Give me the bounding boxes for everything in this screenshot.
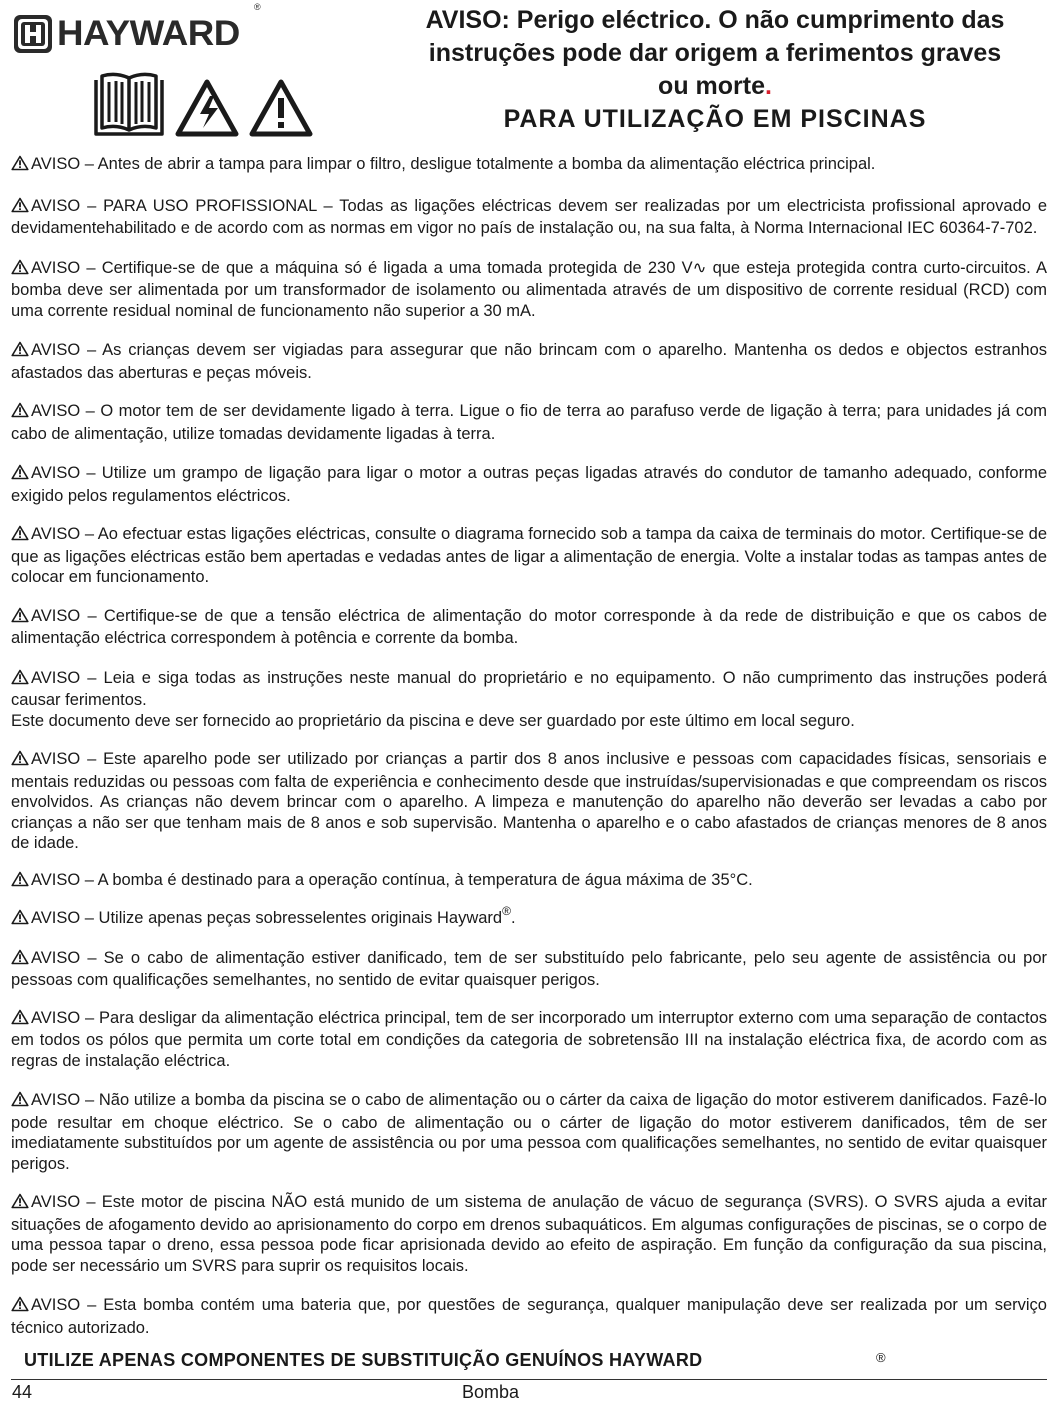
warning-text: AVISO – Utilize apenas peças sobresselentes originais Hayward [31, 909, 503, 927]
warning-text: AVISO – Antes de abrir a tampa para limpar o filtro, desligue totalmente a bomba da alimentação eléctrica principal. [31, 155, 876, 173]
warning-paragraph [11, 948, 1047, 991]
warning-paragraph [11, 1295, 1047, 1338]
warning-paragraph [11, 870, 1047, 893]
title-line-3-text: ou morte [658, 72, 765, 100]
warning-triangle-icon [11, 464, 29, 486]
warning-triangle-icon [11, 1091, 29, 1113]
warning-triangle-icon [11, 525, 29, 547]
warning-triangle-icon [11, 871, 29, 893]
title-line-1: AVISO: Perigo eléctrico. O não cumprimento das [425, 6, 1005, 34]
warning-triangle-icon [11, 909, 29, 931]
warning-text: AVISO – Este aparelho pode ser utilizado por crianças a partir dos 8 anos inclusive e pessoas com capacidades físicas, sensoriais e mentais reduzidas ou pessoas com falta de experiência e conhecimento desde que instruídas/supervisionadas e que compreendam os riscos envolvidos. As crianças não devem brincar com o aparelho. A limpeza e manutenção do aparelho não deverão ser levadas a cabo por crianças a não ser que tenham mais de 8 anos e sob supervisão. Mantenha o aparelho e o cabo afastados de crianças menores de 8 anos de idade. [11, 750, 1047, 852]
electrical-hazard-icon [174, 78, 240, 138]
warning-paragraph [11, 1090, 1047, 1174]
warning-text: AVISO – Esta bomba contém uma bateria que, por questões de segurança, qualquer manipulação deve ser realizada por um serviço técnico autorizado. [11, 1296, 1047, 1337]
brand-registered-mark: ® [254, 2, 261, 12]
warning-triangle-icon [11, 607, 29, 629]
warning-paragraph [11, 258, 1047, 322]
warning-text: AVISO – Se o cabo de alimentação estiver danificado, tem de ser substituído pelo fabricante, pelo seu agente de assistência ou por pessoas com qualificações semelhantes, no sentido de evitar quaisquer perigos. [11, 948, 1047, 989]
warning-paragraph [11, 340, 1047, 383]
warning-tail: . [510, 909, 516, 927]
notice-registered-mark: ® [876, 1350, 886, 1365]
danger-title [395, 4, 1035, 136]
warning-triangle-icon [11, 1296, 29, 1318]
warning-text: AVISO – Leia e siga todas as instruções neste manual do proprietário e no equipamento. O não cumprimento das instruções poderá causar ferimentos. [11, 668, 1047, 709]
hayward-h-badge-icon [13, 14, 53, 54]
title-line-2: instruções pode dar origem a ferimentos graves [428, 39, 1002, 67]
warning-text: Este documento deve ser fornecido ao proprietário da piscina e deve ser guardado por este último em local seguro. [11, 711, 855, 730]
page-label: Bomba [462, 1382, 520, 1402]
warning-paragraph [11, 463, 1047, 506]
registered-mark: ® [502, 904, 511, 918]
warning-paragraph [11, 749, 1047, 854]
warning-paragraph [11, 1192, 1047, 1276]
warning-paragraph [11, 668, 1047, 711]
warning-triangle-icon [11, 949, 29, 971]
warning-paragraph [11, 904, 1047, 931]
warning-paragraph [11, 196, 1047, 239]
warning-text: AVISO – Para desligar da alimentação eléctrica principal, tem de ser incorporado um interruptor externo com uma separação de contactos em todos os pólos que permita um corte total em condições da categoria de sobretensão III na instalação eléctrica fixa, de acordo com as regras de instalação eléctrica. [11, 1008, 1047, 1070]
warning-triangle-icon [11, 155, 29, 177]
title-red-period: . [765, 72, 772, 100]
brand-name: HAYWARD [57, 14, 240, 53]
warning-text: AVISO – As crianças devem ser vigiadas para assegurar que não brincam com o aparelho. Mantenha os dedos e objectos estranhos afastados das aberturas e peças móveis. [11, 341, 1047, 382]
warning-text: AVISO – PARA USO PROFISSIONAL – Todas as ligações eléctricas devem ser realizadas por um electricista profissional aprovado e devidamentehabilitado e de acordo com as normas em vigor no país de instalação ou, na sua falta, à Norma Internacional IEC 60364-7-702. [11, 196, 1047, 237]
warning-paragraph [11, 606, 1047, 649]
warning-note [11, 711, 1047, 732]
safety-icons [92, 68, 314, 138]
warning-paragraph [11, 1008, 1047, 1072]
warning-triangle-icon [11, 669, 29, 691]
warning-text: AVISO – A bomba é destinado para a operação contínua, à temperatura de água máxima de 35°C. [31, 870, 753, 889]
warning-triangle-icon [11, 197, 29, 219]
general-warning-icon [248, 78, 314, 138]
warning-triangle-icon [11, 402, 29, 424]
warning-paragraph [11, 401, 1047, 444]
title-line-3 [395, 70, 1035, 103]
hayward-logo [13, 14, 240, 54]
warning-text: AVISO – Este motor de piscina NÃO está munido de um sistema de anulação de vácuo de segurança (SVRS). O SVRS ajuda a evitar situações de afogamento devido ao aprisionamento do corpo em drenos subaquáticos. Em algumas configurações de piscinas, se o corpo de uma pessoa tapar o dreno, essa pessoa pode ficar aprisionada devido ao efeito de aspiração. Em função da configuração da sua piscina, pode ser necessário um SVRS para suprir os requisitos locais. [11, 1193, 1047, 1275]
warning-text: AVISO – Utilize um grampo de ligação para ligar o motor a outras peças ligadas através do condutor de tamanho adequado, conforme exigido pelos regulamentos eléctricos. [11, 464, 1047, 505]
warning-triangle-icon [11, 259, 29, 281]
warning-text: AVISO – O motor tem de ser devidamente ligado à terra. Ligue o fio de terra ao parafuso verde de ligação à terra; para unidades já com cabo de alimentação, utilize tomadas devidamente ligadas à terra. [11, 402, 1047, 443]
warning-text: AVISO – Ao efectuar estas ligações eléctricas, consulte o diagrama fornecido sob a tampa da caixa de terminais do motor. Certifique-se de que as ligações eléctricas estão bem apertadas e vedadas antes de ligar a alimentação de energia. Volte a instalar todas as tampas antes de colocar em funcionamento. [11, 525, 1047, 586]
warning-text: AVISO – Não utilize a bomba da piscina se o cabo de alimentação ou o cárter da caixa de ligação do motor estiverem danificados. Fazê-lo pode resultar em choque eléctrico. Se o cabo de alimentação ou o cárter de ligação do motor estiverem danificados, têm de ser imediatamente substituídos por um agente de assistência ou por uma pessoa com qualificações semelhantes, no sentido de evitar quaisquer perigos. [11, 1091, 1047, 1173]
genuine-parts-notice: UTILIZE APENAS COMPONENTES DE SUBSTITUIÇÃO GENUÍNOS HAYWARD [24, 1350, 703, 1370]
warning-triangle-icon [11, 1009, 29, 1031]
warning-triangle-icon [11, 341, 29, 363]
page-number: 44 [12, 1382, 33, 1402]
warning-triangle-icon [11, 1193, 29, 1215]
warning-text: AVISO – Certifique-se de que a máquina só é ligada a uma tomada protegida de 230 V∿ que esteja protegida contra curto-circuitos. A bomba deve ser alimentada por um transformador de isolamento ou alimentada através de um dispositivo de corrente residual (RCD) com uma corrente residual nominal de funcionamento não superior a 30 mA. [11, 258, 1047, 320]
warning-paragraph [11, 524, 1047, 588]
pool-use-subtitle: PARA UTILIZAÇÃO EM PISCINAS [503, 105, 927, 133]
read-manual-icon [92, 70, 166, 138]
warning-paragraph [11, 154, 1047, 177]
footer-divider [11, 1379, 1047, 1380]
warning-text: AVISO – Certifique-se de que a tensão eléctrica de alimentação do motor corresponde à da rede de distribuição e que os cabos de alimentação eléctrica correspondem à potência e corrente da bomba. [11, 606, 1047, 647]
warnings-list [11, 154, 1047, 1338]
warning-triangle-icon [11, 750, 29, 772]
